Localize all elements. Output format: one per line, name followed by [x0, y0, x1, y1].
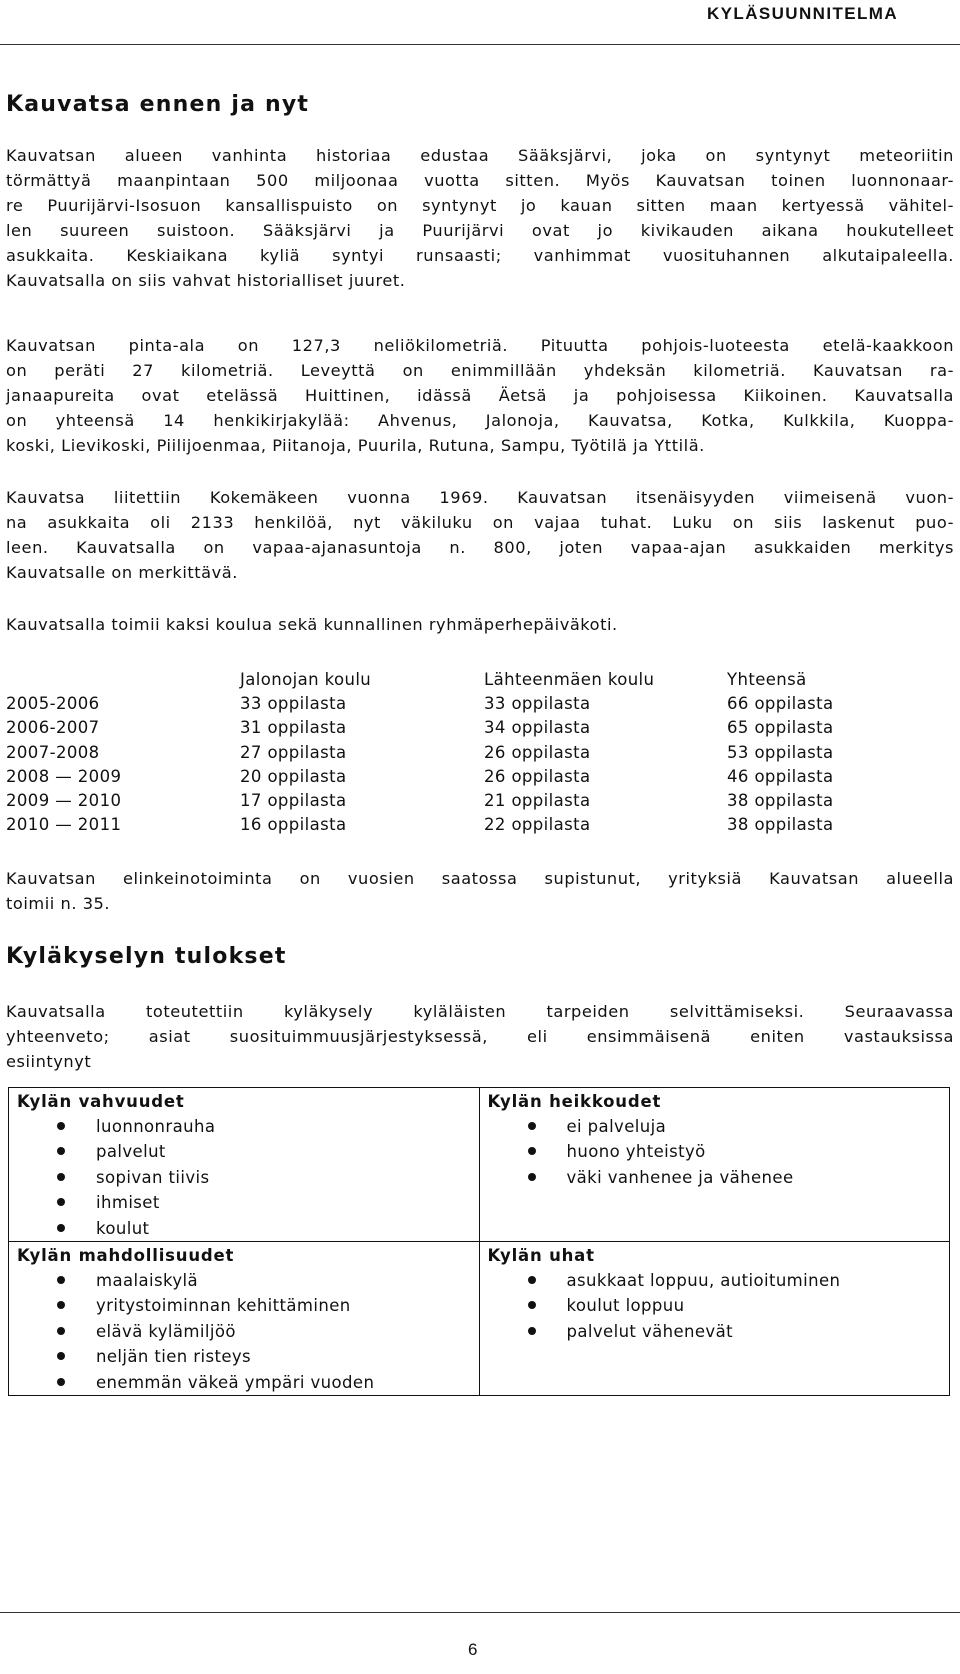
text-line: koski, Lievikoski, Piilijoenmaa, Piitanoja, Puurila, Rutuna, Sampu, Työtilä ja Yttilä.: [6, 436, 705, 455]
list-item-label: neljän tien risteys: [96, 1347, 252, 1367]
swot-heading: Kylän vahvuudet: [17, 1092, 185, 1111]
bullet-icon: [528, 1173, 536, 1181]
list-item-label: väki vanhenee ja vähenee: [566, 1167, 794, 1187]
list-item: [488, 1114, 944, 1139]
table-cell: 33 oppilasta: [484, 694, 591, 714]
table-cell: 46 oppilasta: [727, 766, 834, 786]
list-item-label: palvelut vähenevät: [566, 1321, 733, 1341]
list-item: [17, 1370, 473, 1395]
table-cell: 33 oppilasta: [240, 694, 347, 714]
bullet-icon: [528, 1327, 536, 1335]
text-line: Kauvatsa liitettiin Kokemäkeen vuonna 1969. Kauvatsan itsenäisyyden viimeisenä vuon-: [6, 488, 954, 507]
text-line: asukkaita. Keskiaikana kyliä syntyi runsaasti; vanhimmat vuosituhannen alkutaipaleella.: [6, 246, 954, 265]
bullet-icon: [57, 1173, 65, 1181]
table-row: [6, 765, 956, 789]
table-header-row: [6, 668, 956, 692]
list-item-label: koulut loppuu: [566, 1296, 685, 1316]
list-item-label: ihmiset: [96, 1193, 160, 1213]
bullet-icon: [57, 1352, 65, 1360]
text-line: toimii n. 35.: [6, 894, 111, 913]
list-item-label: koulut: [96, 1218, 150, 1238]
swot-cell-weaknesses: [479, 1088, 950, 1242]
table-cell: 17 oppilasta: [240, 790, 347, 810]
text-line: Kauvatsalla toteutettiin kyläkysely kyläläisten tarpeiden selvittämiseksi. Seuraavassa: [6, 1002, 954, 1021]
table-cell: 2007-2008: [6, 742, 100, 762]
list-item-label: yritystoiminnan kehittäminen: [96, 1296, 351, 1316]
list-item-label: maalaiskylä: [96, 1271, 198, 1291]
table-cell: 27 oppilasta: [240, 742, 347, 762]
bullet-icon: [57, 1122, 65, 1130]
bullet-icon: [528, 1301, 536, 1309]
swot-cell-strengths: [9, 1088, 480, 1242]
swot-cell-opportunities: [9, 1242, 480, 1396]
column-header: Jalonojan koulu: [240, 670, 372, 689]
list-item-label: palvelut: [96, 1142, 166, 1162]
text-line: Kauvatsalla toimii kaksi koulua sekä kunnallinen ryhmäperhepäiväkoti.: [6, 615, 618, 634]
list-item: [17, 1114, 473, 1139]
table-cell: 31 oppilasta: [240, 718, 347, 738]
text-line: yhteenveto; asiat suosituimmuusjärjestyksessä, eli ensimmäisenä eniten vastauksissa: [6, 1027, 954, 1046]
paragraph-population: [6, 485, 954, 585]
bullet-icon: [57, 1276, 65, 1284]
table-cell: 2008 — 2009: [6, 766, 122, 786]
list-item: [17, 1190, 473, 1215]
list-item: [488, 1139, 944, 1164]
weaknesses-list: [488, 1114, 944, 1190]
text-line: Kauvatsalle on merkittävä.: [6, 563, 238, 582]
strengths-list: [17, 1114, 473, 1241]
bullet-icon: [528, 1276, 536, 1284]
list-item-label: enemmän väkeä ympäri vuoden: [96, 1372, 375, 1392]
list-item: [488, 1268, 944, 1293]
column-header: Yhteensä: [727, 670, 807, 689]
table-cell: 16 oppilasta: [240, 815, 347, 835]
text-line: on peräti 27 kilometriä. Leveyttä on enimmillään yhdeksän kilometriä. Kauvatsan ra-: [6, 361, 954, 380]
paragraph-business: [6, 866, 954, 916]
paragraph-schools: [6, 612, 954, 637]
swot-heading: Kylän heikkoudet: [487, 1092, 662, 1111]
bullet-icon: [528, 1122, 536, 1130]
threats-list: [488, 1268, 944, 1344]
table-cell: 20 oppilasta: [240, 766, 347, 786]
list-item-label: luonnonrauha: [96, 1117, 216, 1136]
list-item-label: ei palveluja: [566, 1117, 667, 1136]
list-item: [17, 1139, 473, 1164]
list-item-label: elävä kylämiljöö: [96, 1321, 236, 1341]
table-cell: 38 oppilasta: [727, 790, 834, 810]
text-line: Kauvatsalla on siis vahvat historialliset juuret.: [6, 271, 406, 290]
swot-heading: Kylän mahdollisuudet: [17, 1246, 235, 1266]
list-item: [488, 1319, 944, 1344]
header-rule: [0, 44, 960, 45]
text-line: re Puurijärvi-Isosuon kansallispuisto on syntynyt jo kauan sitten maan kertyessä vähitel-: [6, 196, 954, 215]
list-item: [17, 1344, 473, 1369]
table-cell: 2006-2007: [6, 718, 100, 738]
list-item-label: huono yhteistyö: [566, 1142, 706, 1162]
opportunities-list: [17, 1268, 473, 1395]
bullet-icon: [528, 1147, 536, 1155]
swot-table: [8, 1087, 950, 1396]
table-cell: 65 oppilasta: [727, 718, 834, 738]
table-cell: 66 oppilasta: [727, 694, 834, 714]
text-line: törmättyä maanpintaan 500 miljoonaa vuotta sitten. Myös Kauvatsan toinen luonnonaar-: [6, 171, 954, 190]
text-line: esiintynyt: [6, 1052, 92, 1071]
paragraph-survey: [6, 999, 954, 1074]
student-count-table: [6, 668, 956, 837]
swot-cell-threats: [479, 1242, 950, 1396]
table-cell: 2009 — 2010: [6, 790, 122, 810]
text-line: Kauvatsan alueen vanhinta historiaa edustaa Sääksjärvi, joka on syntynyt meteoriitin: [6, 146, 954, 165]
table-row: [6, 813, 956, 837]
paragraph-history: [6, 143, 954, 293]
table-cell: 26 oppilasta: [484, 766, 591, 786]
table-cell: 26 oppilasta: [484, 742, 591, 762]
swot-heading: Kylän uhat: [487, 1246, 595, 1266]
table-cell: 22 oppilasta: [484, 815, 591, 835]
list-item-label: asukkaat loppuu, autioituminen: [566, 1271, 841, 1291]
list-item: [17, 1293, 473, 1318]
table-row: [6, 716, 956, 740]
section-heading-history: Kauvatsa ennen ja nyt: [6, 92, 310, 117]
footer-rule: [0, 1612, 960, 1613]
table-cell: 2005-2006: [6, 694, 100, 714]
section-heading-survey: Kyläkyselyn tulokset: [6, 944, 287, 969]
column-header: Lähteenmäen koulu: [484, 670, 655, 689]
bullet-icon: [57, 1378, 65, 1386]
table-row: [6, 692, 956, 716]
table-row: [6, 789, 956, 813]
table-row: [6, 741, 956, 765]
bullet-icon: [57, 1147, 65, 1155]
bullet-icon: [57, 1327, 65, 1335]
page-number: 6: [468, 1640, 478, 1659]
text-line: Kauvatsan elinkeinotoiminta on vuosien saatossa supistunut, yrityksiä Kauvatsan alueella: [6, 869, 954, 888]
text-line: leen. Kauvatsalla on vapaa-ajanasuntoja n. 800, joten vapaa-ajan asukkaiden merkitys: [6, 538, 954, 557]
list-item-label: sopivan tiivis: [96, 1167, 210, 1187]
list-item: [488, 1293, 944, 1318]
list-item: [17, 1165, 473, 1190]
list-item: [488, 1165, 944, 1190]
text-line: on yhteensä 14 henkikirjakylää: Ahvenus, Jalonoja, Kauvatsa, Kotka, Kulkkila, Kuoppa-: [6, 411, 954, 430]
text-line: na asukkaita oli 2133 henkilöä, nyt väkiluku on vajaa tuhat. Luku on siis laskenut puo-: [6, 513, 954, 532]
paragraph-area: [6, 333, 954, 458]
bullet-icon: [57, 1301, 65, 1309]
list-item: [17, 1268, 473, 1293]
table-cell: 21 oppilasta: [484, 790, 591, 810]
text-line: Kauvatsan pinta-ala on 127,3 neliökilometriä. Pituutta pohjois-luoteesta etelä-kaakkoon: [6, 336, 954, 355]
running-header: KYLÄSUUNNITELMA: [707, 4, 898, 23]
text-line: janaapureita ovat etelässä Huittinen, idässä Äetsä ja pohjoisessa Kiikoinen. Kauvatsalla: [6, 386, 954, 405]
table-cell: 53 oppilasta: [727, 742, 834, 762]
bullet-icon: [57, 1224, 65, 1232]
bullet-icon: [57, 1198, 65, 1206]
table-cell: 2010 — 2011: [6, 815, 122, 835]
list-item: [17, 1216, 473, 1241]
table-cell: 38 oppilasta: [727, 815, 834, 835]
text-line: len suureen suistoon. Sääksjärvi ja Puurijärvi ovat jo kivikauden aikana houkutelleet: [6, 221, 954, 240]
table-cell: 34 oppilasta: [484, 718, 591, 738]
list-item: [17, 1319, 473, 1344]
